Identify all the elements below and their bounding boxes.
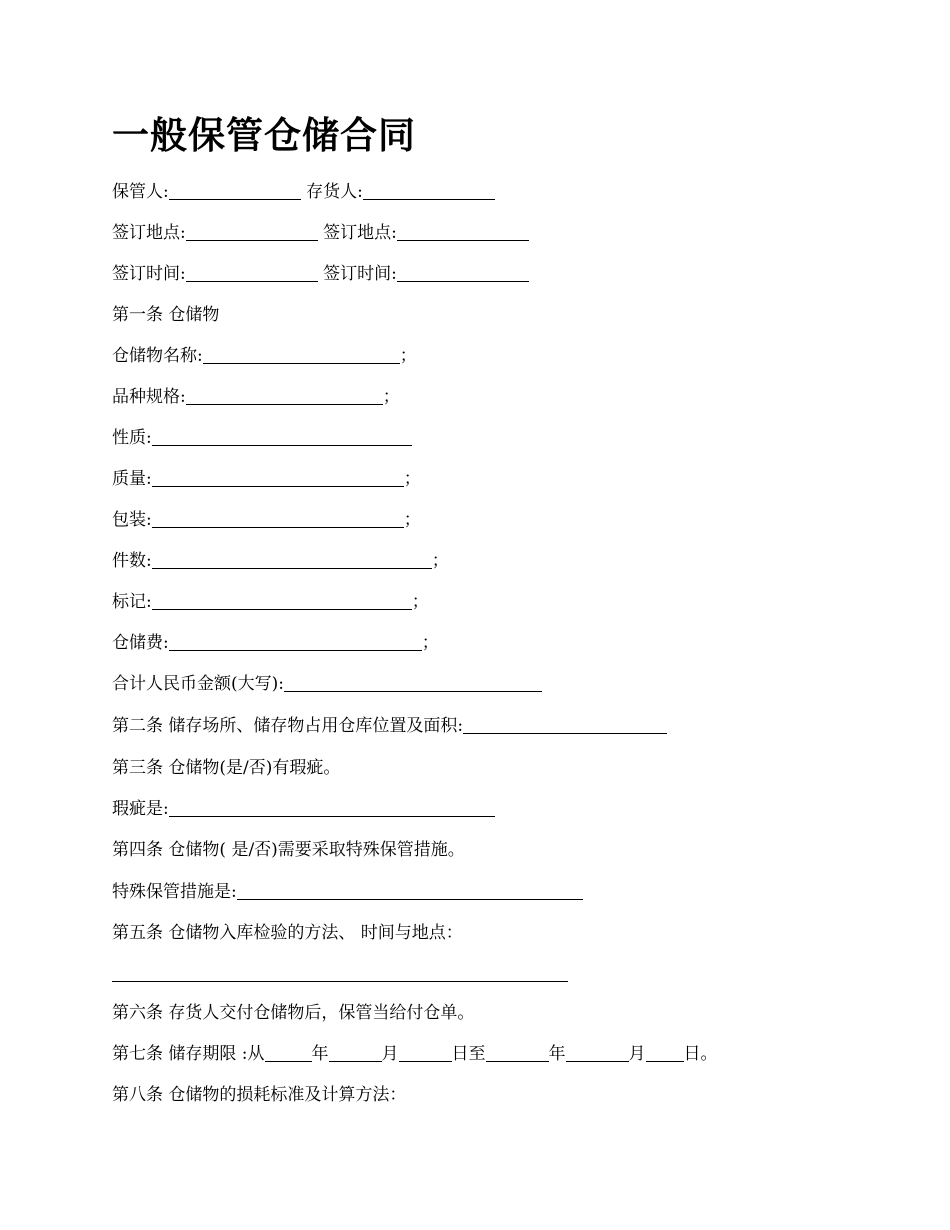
line-article-2: [112, 714, 667, 738]
pieces-text: ；: [431, 551, 449, 571]
article-7-text: 日。: [683, 1044, 718, 1064]
line-special-measures: [112, 880, 583, 904]
line-article-7: [112, 1042, 718, 1066]
line-article-4: [112, 838, 465, 862]
article-7-blank-field[interactable]: [265, 1043, 312, 1062]
sign-time-blank-field[interactable]: [186, 263, 318, 282]
line-defect: [112, 797, 495, 821]
sign-time-text: 签订时间:: [112, 264, 186, 284]
article-6-text: 第六条 存货人交付仓储物后，保管当给付仓单。: [112, 1003, 475, 1023]
article-7-text: 月: [381, 1044, 399, 1064]
storage-fee-text: 仓储费:: [112, 633, 169, 653]
marks-text: 标记:: [112, 592, 152, 612]
goods-name-text: ；: [399, 346, 417, 366]
line-article-8: [112, 1083, 406, 1107]
line-total-rmb: [112, 672, 542, 696]
line-article-5: [112, 921, 463, 945]
packaging-blank-field[interactable]: [152, 509, 404, 528]
storage-fee-blank-field[interactable]: [169, 632, 422, 651]
variety-spec-blank-field[interactable]: [186, 386, 383, 405]
packaging-text: ；: [403, 510, 421, 530]
line-packaging: [112, 508, 421, 532]
pieces-text: 件数:: [112, 551, 152, 571]
sign-place-text: 签订地点:: [317, 223, 397, 243]
article-7-blank-field[interactable]: [329, 1043, 382, 1062]
custodian-text: 保管人:: [112, 182, 169, 202]
total-rmb-text: 合计人民币金额(大写):: [112, 674, 284, 694]
nature-blank-field[interactable]: [152, 427, 412, 446]
sign-place-text: 签订地点:: [112, 223, 186, 243]
article-4-text: 第四条 仓储物( 是/否)需要采取特殊保管措施。: [112, 840, 465, 860]
article-7-blank-field[interactable]: [646, 1043, 684, 1062]
special-measures-blank-field[interactable]: [237, 881, 583, 900]
line-quality: [112, 467, 421, 491]
article-5-blank-blank-field[interactable]: [112, 963, 568, 982]
line-article-5-blank: [112, 962, 568, 986]
quality-text: 质量:: [112, 469, 152, 489]
sign-time-blank-field[interactable]: [397, 263, 529, 282]
line-goods-name: [112, 344, 417, 368]
article-7-text: 月: [628, 1044, 646, 1064]
variety-spec-text: ；: [382, 387, 400, 407]
line-marks: [112, 590, 429, 614]
line-article-3: [112, 756, 340, 780]
article-1-text: 第一条 仓储物: [112, 305, 220, 325]
article-5-text: 第五条 仓储物入库检验的方法、 时间与地点：: [112, 923, 463, 943]
line-variety-spec: [112, 385, 400, 409]
article-7-text: 日至: [451, 1044, 486, 1064]
article-7-text: 年: [311, 1044, 329, 1064]
packaging-text: 包装:: [112, 510, 152, 530]
article-7-text: 第七条 储存期限 :从: [112, 1044, 265, 1064]
article-2-text: 第二条 储存场所、储存物占用仓库位置及面积:: [112, 716, 464, 736]
article-3-text: 第三条 仓储物(是/否)有瑕疵。: [112, 758, 341, 778]
sign-place-blank-field[interactable]: [397, 222, 529, 241]
sign-time-text: 签订时间:: [317, 264, 397, 284]
storage-fee-text: ；: [421, 633, 439, 653]
nature-text: 性质:: [112, 428, 152, 448]
article-7-blank-field[interactable]: [566, 1043, 629, 1062]
special-measures-text: 特殊保管措施是:: [112, 882, 237, 902]
total-rmb-blank-field[interactable]: [284, 673, 542, 692]
defect-text: 瑕疵是:: [112, 799, 169, 819]
article-2-blank-field[interactable]: [463, 715, 667, 734]
document-title: 一般保管仓储合同: [112, 114, 416, 157]
marks-blank-field[interactable]: [152, 591, 412, 610]
article-8-text: 第八条 仓储物的损耗标准及计算方法：: [112, 1085, 407, 1105]
pieces-blank-field[interactable]: [152, 550, 432, 569]
custodian-blank-field[interactable]: [363, 181, 495, 200]
line-pieces: [112, 549, 449, 573]
article-7-blank-field[interactable]: [399, 1043, 452, 1062]
quality-text: ；: [403, 469, 421, 489]
article-7-blank-field[interactable]: [486, 1043, 549, 1062]
defect-blank-field[interactable]: [169, 798, 495, 817]
goods-name-blank-field[interactable]: [203, 345, 400, 364]
variety-spec-text: 品种规格:: [112, 387, 186, 407]
line-custodian: [112, 180, 495, 204]
line-sign-time: [112, 262, 529, 286]
line-sign-place: [112, 221, 529, 245]
line-article-1: [112, 303, 219, 327]
goods-name-text: 仓储物名称:: [112, 346, 203, 366]
line-nature: [112, 426, 412, 450]
custodian-blank-field[interactable]: [169, 181, 301, 200]
custodian-text: 存货人:: [300, 182, 363, 202]
marks-text: ；: [411, 592, 429, 612]
article-7-text: 年: [548, 1044, 566, 1064]
line-storage-fee: [112, 631, 439, 655]
line-article-6: [112, 1001, 474, 1025]
sign-place-blank-field[interactable]: [186, 222, 318, 241]
quality-blank-field[interactable]: [152, 468, 404, 487]
